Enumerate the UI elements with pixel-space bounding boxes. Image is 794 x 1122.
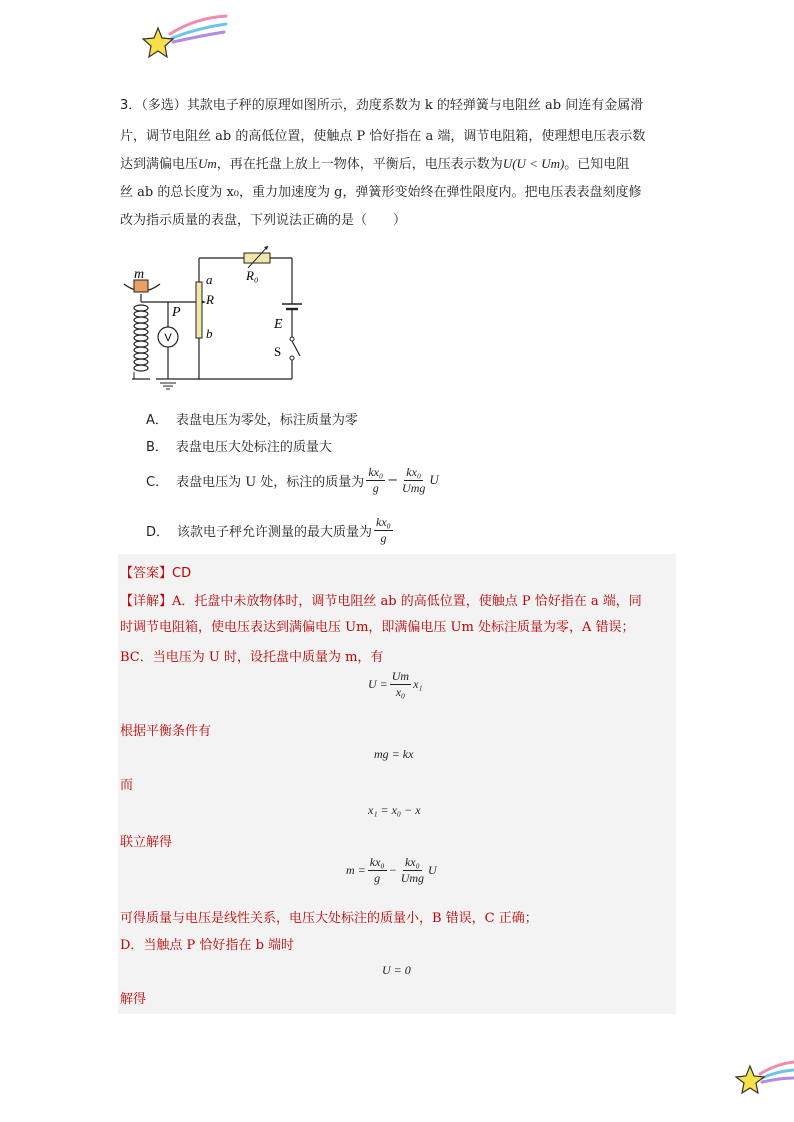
- option-c-label: C．: [146, 474, 169, 490]
- option-c[interactable]: [146, 462, 439, 498]
- detail-line-2: [120, 616, 635, 635]
- detail-line-7: 可得质量与电压是线性关系，电压大处标注的质量小，B 错误，C 正确；: [120, 911, 538, 926]
- option-d-text: 该款电子秤允许测量的最大质量为: [177, 524, 373, 540]
- equation-4-frac-2: $\frac{\text{kx₀}}{\text{Umg}}$: [400, 855, 425, 885]
- detail-line-6: 联立解得: [120, 835, 173, 850]
- question-number: 3．: [120, 98, 142, 113]
- question-text-3b: ，再在托盘上放上一物体，平衡后，电压表示数为: [216, 157, 503, 172]
- option-a-text: 表盘电压为零处，标注质量为零: [175, 413, 358, 428]
- question-text-2: 片，调节电阻丝 ab 的高低位置，使触点 P 恰好指在 a 端，调节电阻箱，使理想电压表示数: [120, 129, 646, 144]
- option-b[interactable]: [146, 436, 332, 455]
- option-c-frac-2: $\frac{\text{kx₀}}{\text{Umg}}$: [402, 464, 426, 495]
- label-b: b: [206, 326, 213, 341]
- question-u-condition: U(U < Um): [502, 156, 565, 171]
- resistance-wire: [196, 282, 202, 338]
- equation-4-frac-1: $\frac{\text{kx₀}}{g}$: [369, 855, 385, 885]
- question-line-5: [120, 211, 406, 231]
- question-um: Um: [198, 156, 217, 171]
- equation-5: U = 0: [382, 963, 411, 977]
- label-m: m: [134, 267, 145, 282]
- detail-text-3: BC．当电压为 U 时，设托盘中质量为 m，有: [120, 650, 384, 665]
- option-a[interactable]: [146, 409, 358, 428]
- option-d[interactable]: [146, 512, 395, 548]
- question-text-3a: 达到满偏电压: [120, 157, 199, 172]
- spring: [134, 305, 148, 371]
- detail-line-8: D．当触点 P 恰好指在 b 端时: [120, 938, 295, 953]
- option-c-tail: U: [429, 472, 439, 487]
- answer-tag: 【答案】: [120, 566, 173, 581]
- option-c-frac-1: $\frac{\text{kx₀}}{g}$: [368, 464, 384, 495]
- option-b-text: 表盘电压大处标注的质量大: [175, 440, 332, 455]
- question-line-1: [120, 96, 643, 116]
- detail-line-9: 解得: [120, 992, 147, 1007]
- detail-line-3: [120, 646, 383, 665]
- answer-value: CD: [172, 566, 192, 581]
- label-r: R: [206, 292, 214, 307]
- label-a: a: [206, 272, 213, 287]
- shooting-star-decoration-bottom: [734, 1058, 794, 1098]
- option-c-text: 表盘电压为 U 处，标注的质量为: [176, 474, 365, 490]
- label-s: S: [274, 344, 282, 359]
- voltmeter-label: V: [164, 332, 172, 344]
- detail-line-5: 而: [120, 778, 134, 793]
- equation-1: U = $\frac{Um}{\text{x₀}}$ x₁: [368, 669, 423, 699]
- question-text-1: （多选）其款电子秤的原理如图所示，劲度系数为 k 的轻弹簧与电阻丝 ab 间连有金属滑: [141, 98, 644, 113]
- label-r0: R₀: [246, 268, 259, 283]
- question-line-4: [120, 183, 641, 203]
- detail-tag: 【详解】: [120, 594, 173, 609]
- label-p: P: [172, 305, 181, 320]
- option-a-label: A．: [146, 413, 168, 428]
- equation-4: m = $\frac{\text{kx₀}}{g}$ − $\frac{\text{kx₀}}{\text{Umg}}$ U: [346, 855, 437, 885]
- circuit-diagram: [120, 238, 310, 398]
- question-text-3c: 。已知电阻: [564, 157, 630, 172]
- question-text-4: 丝 ab 的总长度为 x₀，重力加速度为 g，弹簧形变始终在弹性限度内。把电压表表盘刻度修: [120, 185, 642, 200]
- switch: [292, 341, 300, 356]
- detail-text-2b: ，即满偏电压 Um 处标注质量为零，A 错误；: [368, 620, 635, 635]
- equation-2: mg = kx: [374, 747, 414, 761]
- equation-1-frac: $\frac{Um}{\text{x₀}}$: [391, 669, 410, 699]
- detail-line-1: [120, 590, 642, 609]
- option-d-label: D．: [146, 524, 170, 540]
- shooting-star-decoration-top: [140, 14, 230, 60]
- question-line-2: [120, 127, 645, 147]
- question-line-3: [120, 154, 629, 175]
- detail-text-2a: 时调节电阻箱，使电压表达到满偏电压 Um: [120, 620, 369, 635]
- answer-line: [120, 562, 191, 581]
- option-c-minus: −: [387, 472, 399, 488]
- equation-3: x₁ = x₀ − x: [368, 803, 421, 817]
- question-text-5: 改为指示质量的表盘，下列说法正确的是（ ）: [120, 213, 407, 228]
- option-b-label: B．: [146, 440, 168, 455]
- detail-line-4: 根据平衡条件有: [120, 724, 212, 739]
- label-e: E: [274, 317, 283, 332]
- option-d-frac: $\frac{\text{kx₀}}{g}$: [376, 514, 391, 545]
- detail-text-1: A．托盘中未放物体时，调节电阻丝 ab 的高低位置，使触点 P 恰好指在 a 端，同: [172, 594, 642, 609]
